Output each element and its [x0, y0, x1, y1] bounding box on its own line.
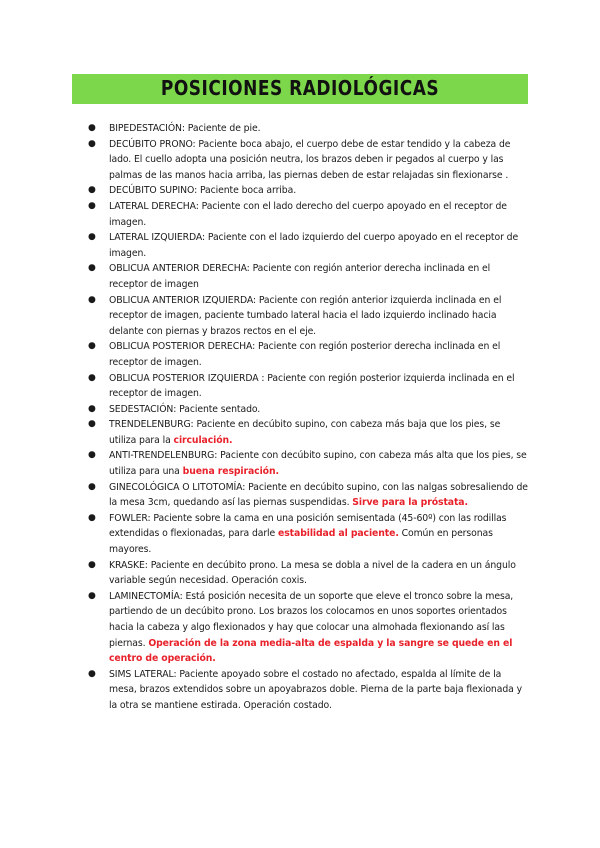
item-label: LAMINECTOMÍA:	[109, 590, 183, 602]
item-text: Paciente boca arriba.	[197, 185, 297, 197]
bullet-icon: ●	[88, 450, 96, 461]
item-label: GINECOLÓGICA O LITOTOMÍA:	[109, 481, 246, 493]
item-text: Está posición necesita de un soporte que eleve el tronco sobre la mesa, partiendo de un decúbito prono. Los brazos los colocamos en unos soportes orientados hacia la cabeza y algo flexionados y hay que colocar una almohada flexionando así las piernas.	[109, 590, 514, 649]
list-item	[88, 480, 528, 511]
item-text: Paciente apoyado sobre el costado no afectado, espalda al límite de la mesa, brazos extendidos sobre un apoyabrazos doble. Pierna de la parte baja flexionada y la otra se mantiene estirada. Operación costado.	[109, 668, 522, 711]
bullet-icon: ●	[88, 419, 96, 430]
list-item	[88, 371, 528, 402]
list-item	[88, 511, 528, 558]
list-item	[88, 121, 528, 137]
highlight-text: estabilidad al paciente.	[278, 528, 399, 540]
item-text: Paciente en decúbito prono. La mesa se dobla a nivel de la cadera en un ángulo variable según necesidad. Operación coxis.	[109, 559, 516, 587]
list-item	[88, 589, 528, 667]
item-text: Paciente con el lado izquierdo del cuerpo apoyado en el receptor de imagen.	[109, 232, 519, 259]
list-item	[88, 448, 528, 479]
item-text: Paciente con el lado derecho del cuerpo apoyado en el receptor de imagen.	[109, 200, 507, 228]
list-item	[88, 339, 528, 370]
item-text: Paciente de pie.	[184, 123, 261, 134]
item-text: Paciente sobre la cama en una posición semisentada (45-60º) con las rodillas extendidas o flexionadas, para darle	[109, 512, 507, 540]
item-text: Paciente con región posterior derecha inclinada en el receptor de imagen.	[109, 341, 501, 368]
item-label: OBLICUA POSTERIOR IZQUIERDA :	[109, 372, 265, 384]
item-label: KRASKE:	[109, 559, 148, 571]
bullet-icon: ●	[88, 123, 96, 133]
item-label: OBLICUA ANTERIOR DERECHA:	[109, 263, 250, 275]
item-label: FOWLER:	[109, 512, 151, 524]
item-text: Paciente sentado.	[176, 403, 261, 415]
positions-list	[88, 121, 528, 714]
bullet-icon: ●	[88, 232, 96, 243]
item-text: Paciente con región anterior derecha inclinada en el receptor de imagen	[109, 263, 491, 290]
bullet-icon: ●	[88, 512, 96, 523]
list-item	[88, 183, 528, 199]
item-label: LATERAL IZQUIERDA:	[109, 232, 205, 244]
bullet-icon: ●	[88, 403, 96, 414]
list-item	[88, 261, 528, 292]
item-label: DECÚBITO PRONO:	[109, 138, 196, 150]
item-label: BIPEDESTACIÓN:	[109, 123, 185, 134]
item-label: TRENDELENBURG:	[109, 419, 194, 431]
item-text: Paciente con decúbito supino, con cabeza más alta que los pies, se utiliza para una	[109, 450, 527, 478]
bullet-icon: ●	[88, 668, 96, 679]
bullet-icon: ●	[88, 481, 96, 492]
item-text: Paciente en decúbito supino, con cabeza más baja que los pies, se utiliza para la	[109, 419, 501, 446]
item-label: SEDESTACIÓN:	[109, 403, 177, 415]
list-item	[88, 293, 528, 340]
list-item	[88, 402, 528, 418]
item-label: SIMS LATERAL:	[109, 668, 177, 680]
highlight-text: Operación de la zona media-alta de espalda y la sangre se quede en el centro de operación.	[109, 637, 513, 665]
item-text: Paciente boca abajo, el cuerpo debe de estar tendido y la cabeza de lado. El cuello adopta una posición neutra, los brazos deben ir pegados al cuerpo y las palmas de las manos hacia arriba, las piernas deben de estar relajadas sin flexionarse .	[109, 138, 511, 181]
highlight-text: buena respiración.	[182, 466, 279, 478]
item-label: DECÚBITO SUPINO:	[109, 185, 198, 197]
list-item	[88, 558, 528, 589]
bullet-icon: ●	[88, 185, 96, 196]
page-title: POSICIONES RADIOLÓGICAS	[160, 77, 440, 101]
bullet-icon: ●	[88, 294, 96, 305]
bullet-icon: ●	[88, 559, 96, 570]
bullet-icon: ●	[88, 200, 96, 211]
item-label: ANTI-TRENDELENBURG:	[109, 450, 218, 462]
bullet-icon: ●	[88, 138, 96, 149]
item-text-after: Común en personas mayores.	[109, 528, 493, 556]
item-text: Paciente con región anterior izquierda inclinada en el receptor de imagen, paciente tumbado lateral hacia el lado izquierdo inclinado hacia delante con piernas y brazos rectos en el eje.	[109, 294, 502, 337]
item-text: Paciente en decúbito supino, con las nalgas sobresaliendo de la mesa 3cm, quedando así las piernas suspendidas.	[109, 481, 528, 509]
item-label: LATERAL DERECHA:	[109, 200, 199, 212]
highlight-text: circulación.	[173, 434, 233, 446]
list-item	[88, 137, 528, 184]
bullet-icon: ●	[88, 263, 96, 274]
list-item	[88, 230, 528, 261]
item-label: OBLICUA POSTERIOR DERECHA:	[109, 341, 256, 353]
item-label: OBLICUA ANTERIOR IZQUIERDA:	[109, 294, 256, 306]
highlight-text: Sirve para la próstata.	[352, 497, 468, 509]
list-item	[88, 667, 528, 714]
list-item	[88, 199, 528, 230]
bullet-icon: ●	[88, 372, 96, 383]
list-item	[88, 417, 528, 448]
item-text: Paciente con región posterior izquierda inclinada en el receptor de imagen.	[109, 372, 515, 400]
title-banner	[72, 74, 528, 104]
bullet-icon: ●	[88, 590, 96, 601]
bullet-icon: ●	[88, 341, 96, 352]
